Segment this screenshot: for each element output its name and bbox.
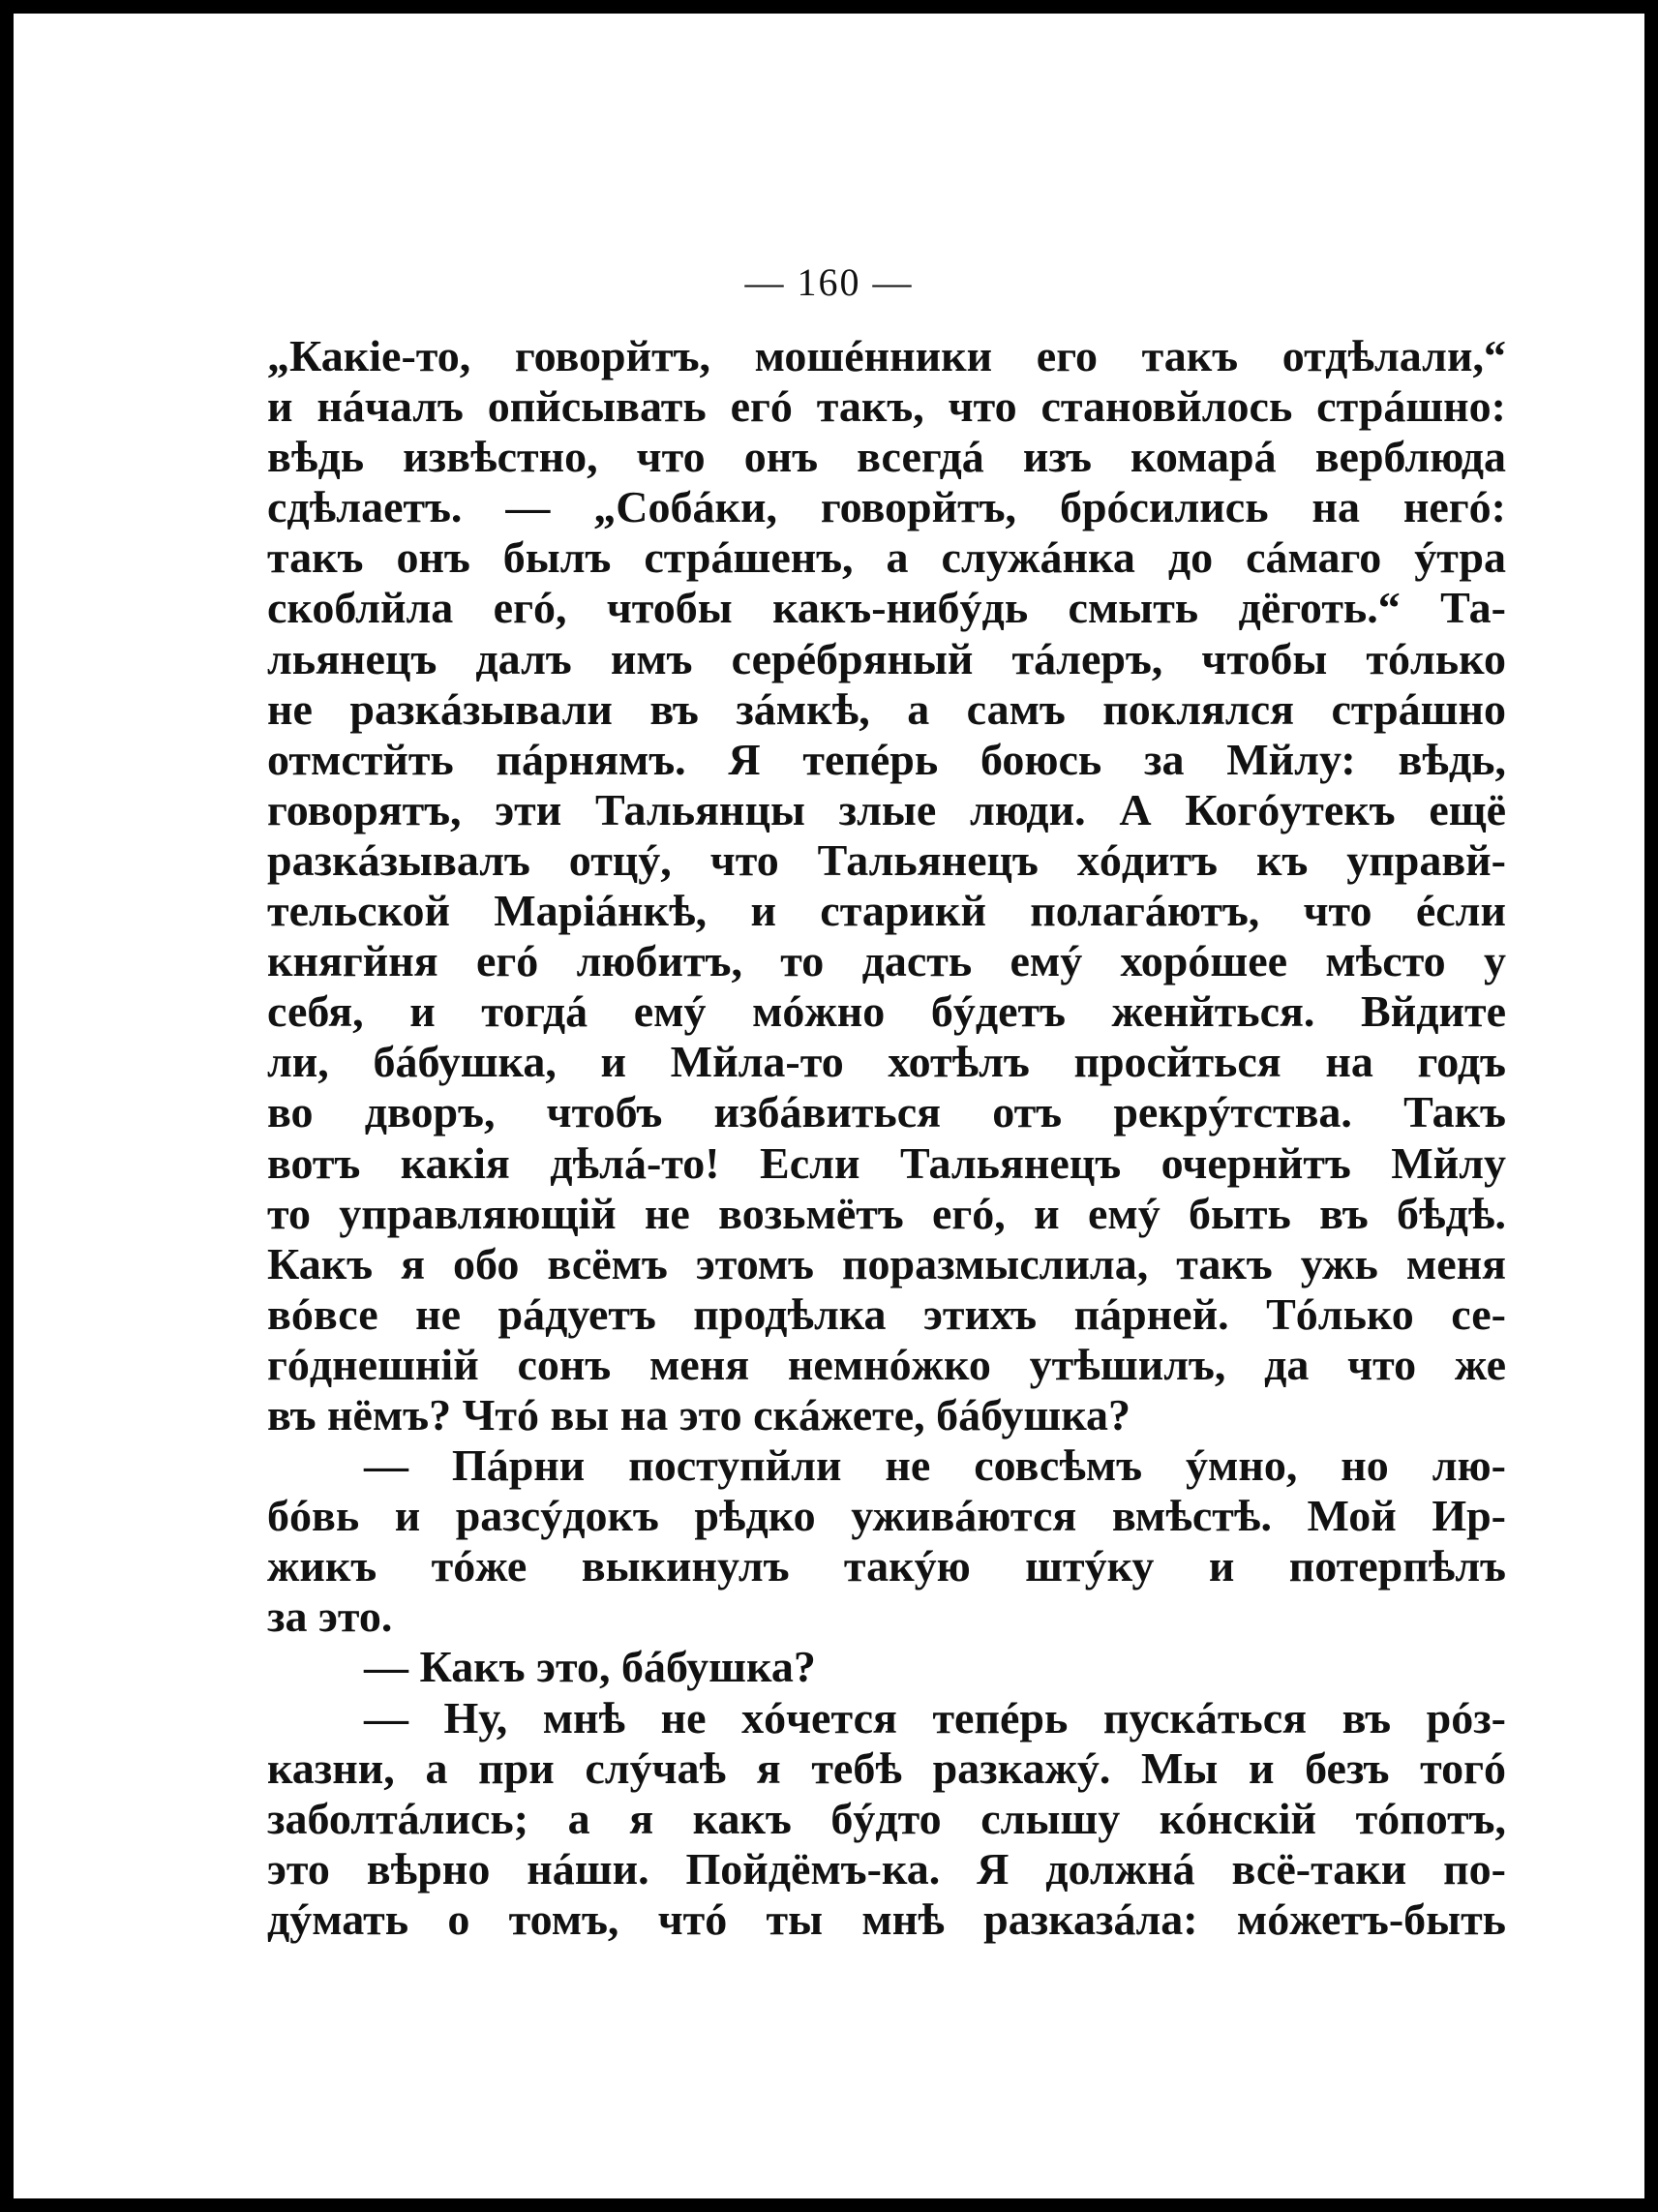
body-text (267, 331, 1506, 1945)
text-line: Какъ я обо всёмъ этомъ поразмыслила, такъ ужь меня (267, 1238, 1506, 1288)
book-page (14, 14, 1644, 2198)
text-line: княгйня егó любитъ, то дасть емý хорóшее мѣсто у (267, 936, 1506, 986)
text-line: и нáчалъ опйсывать егó такъ, что становйлось стрáшно: (267, 381, 1506, 432)
text-line: вотъ какія дѣлá-то! Если Тальянецъ очернйтъ Мйлу (267, 1137, 1506, 1188)
text-line: вóвсе не рáдуетъ продѣлка этихъ пáрней. Тóлько се- (267, 1288, 1506, 1339)
text-line: заболтáлись; а я какъ бýдто слышу кóнскій тóпотъ, (267, 1793, 1506, 1843)
text-line: въ нёмъ? Чтó вы на это скáжете, бáбушка? (267, 1389, 1131, 1439)
text-line: то управляющій не возьмётъ егó, и емý быть въ бѣдѣ. (267, 1188, 1506, 1238)
text-line: скоблйла егó, чтобы какъ-нибýдь смыть дёготь.“ Та- (267, 583, 1506, 633)
text-line: тельской Маріáнкѣ, и старикй полагáютъ, что éсли (267, 886, 1506, 936)
text-line: льянецъ далъ имъ серéбряный тáлеръ, чтобы тóлько (267, 633, 1506, 683)
text-line: бóвь и разсýдокъ рѣдко уживáются вмѣстѣ. Мой Ир- (267, 1491, 1506, 1541)
text-line: гóднешній сонъ меня немнóжко утѣшилъ, да что же (267, 1339, 1506, 1389)
text-line: отмстйть пáрнямъ. Я тепéрь боюсь за Мйлу: вѣдь, (267, 734, 1506, 784)
text-line: вѣдь извѣстно, что онъ всегдá изъ комарá верблюда (267, 432, 1506, 482)
text-line: за это. (267, 1591, 393, 1642)
text-line: дýмать о томъ, чтó ты мнѣ разказáла: мóжетъ-быть (267, 1894, 1506, 1944)
text-line: не разкáзывали въ зáмкѣ, а самъ поклялся стрáшно (267, 683, 1506, 734)
text-line: сдѣлаетъ. — „Собáки, говорйтъ, брóсились на негó: (267, 482, 1506, 532)
text-line: — Какъ это, бáбушка? (364, 1642, 816, 1692)
text-line: это вѣрно нáши. Пойдёмъ-ка. Я должнá всё-таки по- (267, 1843, 1506, 1894)
text-line: — Пáрни поступйли не совсѣмъ ýмно, но лю- (364, 1440, 1506, 1491)
text-line: говорятъ, эти Тальянцы злые люди. А Когóутекъ ещё (267, 784, 1506, 834)
text-line: ли, бáбушка, и Мйла-то хотѣлъ просйться на годъ (267, 1037, 1506, 1087)
text-line: казни, а при слýчаѣ я тебѣ разкажý. Мы и безъ тогó (267, 1742, 1506, 1793)
text-line: жикъ тóже выкинулъ такýю штýку и потерпѣлъ (267, 1541, 1506, 1591)
text-line: разкáзывалъ отцý, что Тальянецъ хóдитъ къ управй- (267, 834, 1506, 885)
page-number: — 160 — (744, 260, 914, 304)
text-line: „Какіе-то, говорйтъ, мошéнники его такъ отдѣлали,“ (267, 331, 1506, 380)
text-line: во дворъ, чтобъ избáвиться отъ рекрýтства. Такъ (267, 1087, 1506, 1137)
text-line: — Ну, мнѣ не хóчется тепéрь пускáться въ рóз- (364, 1692, 1506, 1742)
text-line: такъ онъ былъ стрáшенъ, а служáнка до сáмаго ýтра (267, 532, 1506, 583)
text-line: себя, и тогдá емý мóжно бýдетъ женйться. Вйдите (267, 986, 1506, 1037)
